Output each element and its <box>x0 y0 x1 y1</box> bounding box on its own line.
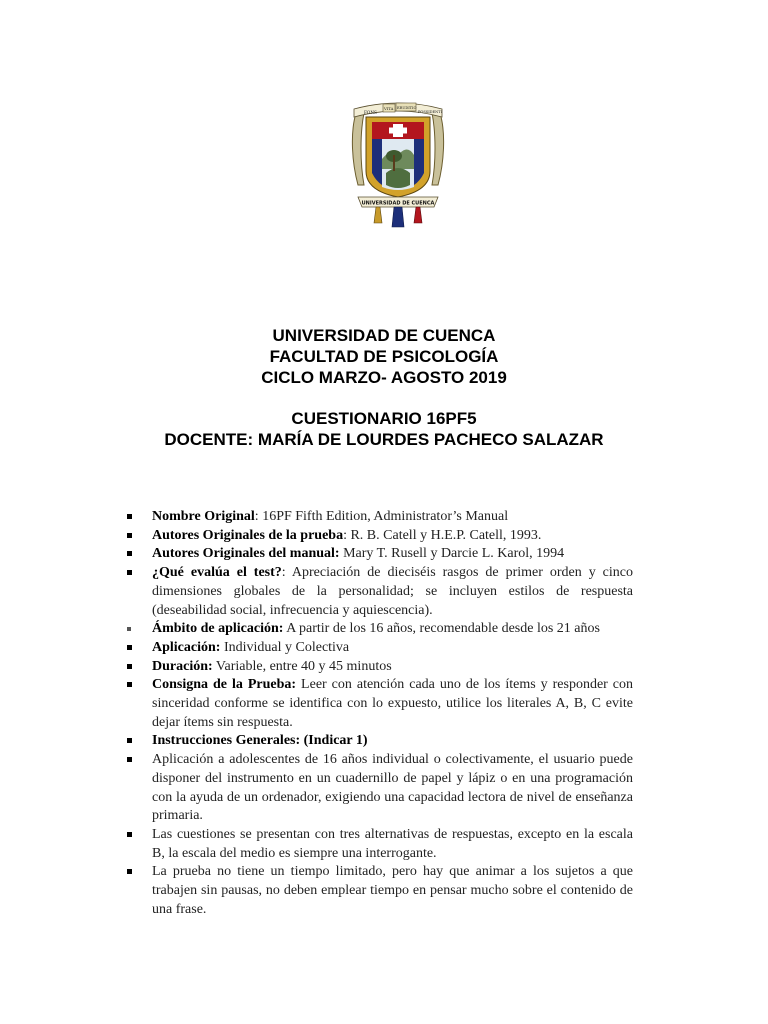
list-item: Ámbito de aplicación: A partir de los 16 años, recomendable desde los 21 años <box>127 620 633 639</box>
banner-text: UNIVERSIDAD DE CUENCA <box>361 200 435 207</box>
questionnaire-header <box>0 408 768 450</box>
right-scroll-ornament <box>432 113 444 185</box>
bullet-icon <box>127 869 132 874</box>
bullet-icon <box>127 738 132 743</box>
institution-header <box>0 325 768 388</box>
list-item: Instrucciones Generales: (Indicar 1) <box>127 732 633 751</box>
cycle-name: CICLO MARZO- AGOSTO 2019 <box>261 368 507 387</box>
bullet-icon <box>127 645 132 650</box>
bullet-icon <box>127 533 132 538</box>
faculty-name: FACULTAD DE PSICOLOGÍA <box>269 347 499 366</box>
motto-center-2: ERUDITIO <box>397 106 417 110</box>
bullet-icon <box>127 551 132 556</box>
bullet-icon <box>127 757 132 762</box>
teacher-name: DOCENTE: MARÍA DE LOURDES PACHECO SALAZAR <box>164 430 604 449</box>
list-item: Autores Originales del manual: Mary T. Rusell y Darcie L. Karol, 1994 <box>127 545 633 564</box>
bullet-icon <box>127 664 132 669</box>
list-item: La prueba no tiene un tiempo limitado, pero hay que animar a los sujetos a que trabajen sin pausas, no deben emplear tiempo en pensar mucho sobre el contenido de una frase. <box>127 863 633 919</box>
bullet-icon <box>127 832 132 837</box>
questionnaire-title: CUESTIONARIO 16PF5 <box>291 409 477 428</box>
list-item: Nombre Original: 16PF Fifth Edition, Administrator’s Manual <box>127 508 633 527</box>
list-item: Aplicación: Individual y Colectiva <box>127 639 633 658</box>
university-seal-logo <box>348 93 448 229</box>
list-item: Consigna de la Prueba: Leer con atención cada uno de los ítems y responder con sinceridad conforme se identifica con lo expuesto, utilice los literales A, B, C evite dejar ítems sin respuesta. <box>127 676 633 732</box>
list-item: Autores Originales de la prueba: R. B. Catell y H.E.P. Catell, 1993. <box>127 527 633 546</box>
left-scroll-ornament <box>352 113 364 185</box>
test-info-list <box>127 508 633 919</box>
bullet-icon <box>127 627 131 631</box>
tassel-left <box>374 207 382 223</box>
list-item: Aplicación a adolescentes de 16 años individual o colectivamente, el usuario puede disponer del instrumento en un cuadernillo de papel y lápiz o en una programación con la ayuda de un ordenador, exigiendo una capacidad lectora de nivel de enseñanza primaria. <box>127 751 633 826</box>
tassel-right <box>414 207 422 223</box>
bullet-icon <box>127 682 132 687</box>
tassel-center <box>392 207 404 227</box>
list-item: ¿Qué evalúa el test?: Apreciación de dieciséis rasgos de primer orden y cinco dimensiones globales de la personalidad; se incluyen estilos de respuesta (deseabilidad social, infrecuencia y aquiescencia). <box>127 564 633 620</box>
list-item: Duración: Variable, entre 40 y 45 minutos <box>127 658 633 677</box>
bullet-icon <box>127 514 132 519</box>
list-item: Las cuestiones se presentan con tres alternativas de respuestas, excepto en la escala B, la escala del medio es siempre una interrogante. <box>127 826 633 863</box>
motto-left: FONS <box>364 110 377 115</box>
motto-center-1: VITA <box>384 106 394 111</box>
bullet-icon <box>127 570 132 575</box>
university-name: UNIVERSIDAD DE CUENCA <box>272 326 496 345</box>
motto-right: POSSIDENTI <box>418 110 443 114</box>
